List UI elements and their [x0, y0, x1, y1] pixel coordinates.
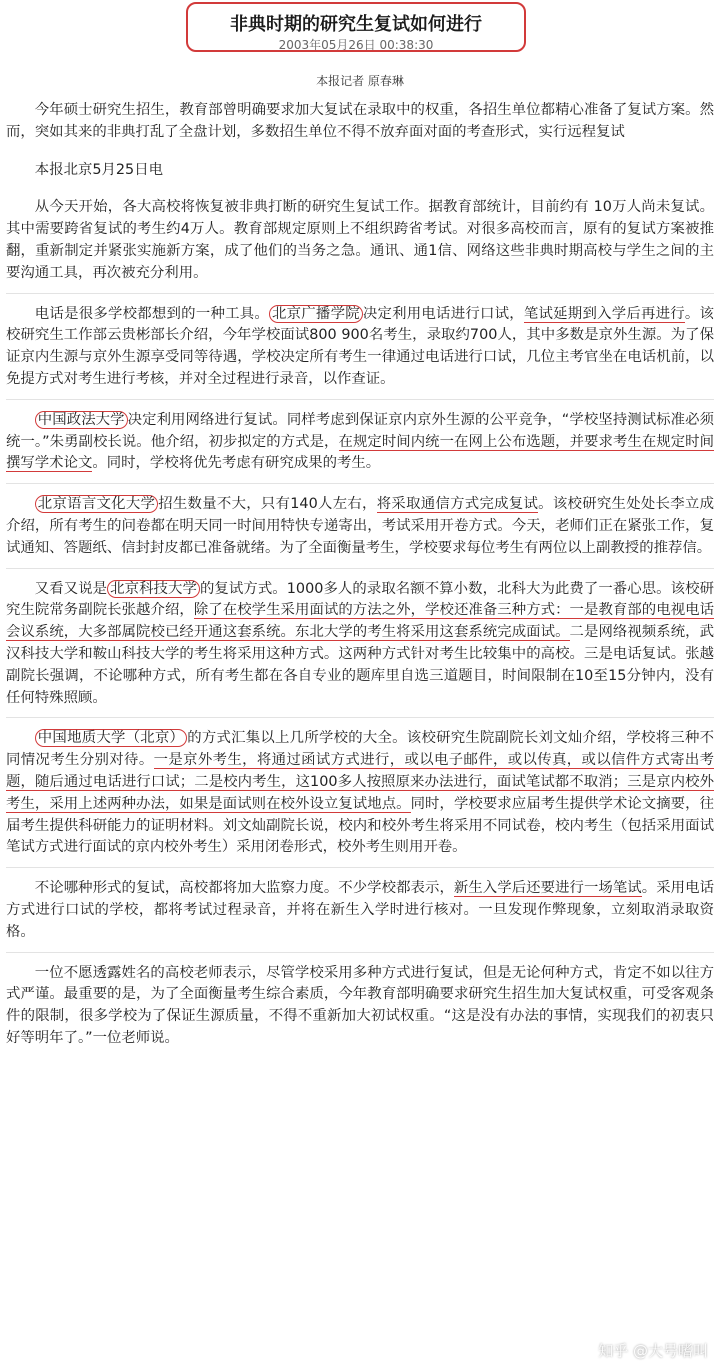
divider — [6, 483, 714, 484]
watermark: 知乎 @大号嗜叫 — [598, 1342, 708, 1360]
text: 又看又说是 — [34, 580, 108, 597]
school-circle: 北京广播学院 — [269, 305, 363, 323]
school-circle: 北京科技大学 — [107, 580, 200, 598]
school-circle: 北京语言文化大学 — [35, 495, 158, 513]
text: 决定利用电话进行口试， — [362, 305, 524, 322]
text: 决定利用网络进行复试。同样考虑到保证京内京外生源的公平竞争，“学校坚持测试标准必须统一。”朱勇副校长说。他介绍，初步拟定的方式是， — [6, 411, 714, 450]
underline-highlight: 笔试延期到入学后再进行 — [523, 305, 685, 322]
divider — [6, 717, 714, 718]
publish-date: 2003年05月26日 00:38:30 — [278, 38, 434, 52]
paragraph-mail — [6, 494, 714, 559]
text: 电话是很多学校都想到的一种工具。 — [34, 305, 270, 322]
underline-highlight: 在规定时间内统一在网上公布选题，并要求考生在规定时间撰写学术论文 — [6, 433, 714, 472]
title-highlight-box — [186, 2, 526, 52]
underline-highlight: 一是京外考生，将通过函试方式进行，或以电子邮件，或以传真，或以信件方式寄出考题，随后通过电话进行口试；二是校内考生，这100多人按照原来办法进行，面试笔试都不取消；三是京内校外考生，采用上述两种办法，如果是面试则在校外设立复试地点。 — [6, 752, 714, 812]
text: 。同时，学校将优先考虑有研究成果的考生。 — [92, 455, 381, 472]
paragraph-intro: 今年硕士研究生招生，教育部曾明确要求加大复试在录取中的权重，各招生单位都精心准备了复试方案。然而，突如其来的非典打乱了全盘计划，多数招生单位不得不放弃面对面的考查形式，实行远程复试 — [6, 102, 714, 140]
text: 。采用电话方式进行口试的学校，都将考试过程录音，并将在新生入学时进行核对。一旦发现作弊现象，立刻取消录取资格。 — [6, 880, 714, 940]
divider — [6, 568, 714, 569]
school-circle: 中国政法大学 — [35, 411, 128, 429]
paragraph-overview: 从今天开始，各大高校将恢复被非典打断的研究生复试工作。据教育部统计，目前约有 10万人尚未复试。其中需要跨省复试的考生约4万人。教育部规定原则上不组织跨省考试。对很多高校而言，原有的复试方案被推翻，重新制定并紧张实施新方案，成了他们的当务之急。通讯、通1信、网络这些非典时期高校与学生之间的主要沟通工具，再次被充分利用。 — [6, 199, 714, 281]
text: 的复试方式。1000多人的录取名额不算小数，北科大为此费了一番心思。该校研究生院常务副院长张越介绍， — [6, 580, 714, 619]
byline: 本报记者 原春琳 — [316, 74, 404, 88]
text: 。该校研究生处处长李立成介绍，所有考生的问卷都在明天同一时间用特快专递寄出，考试采用开卷方式。今天，老师们正在紧张工作，复试通知、答题纸、信封封皮都已准备就绪。为了全面衡量考生，学校要求每位考生有两位以上副教授的推荐信。 — [6, 496, 714, 556]
text: 二是网络视频系统，武汉科技大学和鞍山科技大学的考生将采用这种方式。这两种方式针对考生比较集中的高校。三是电话复试。张越副院长强调，不论哪种方式，所有考生都在各自专业的题库里自选三道题目，时间限制在10至15分钟内，没有任何特殊照顾。 — [6, 624, 714, 706]
paragraph-video — [6, 579, 714, 710]
paragraph-closing: 一位不愿透露姓名的高校老师表示，尽管学校采用多种方式进行复试，但是无论何种方式，肯定不如以往方式严谨。最重要的是，为了全面衡量考生综合素质，今年教育部明确要求研究生招生加大复试权重，可受客观条件的限制，很多学校为了保证生源质量，不得不重新加大初试权重。“这是没有办法的事情，实现我们的初衷只好等明年了。”一位老师说。 — [6, 964, 714, 1046]
paragraph-network — [6, 410, 714, 475]
article-title: 非典时期的研究生复试如何进行 — [230, 14, 482, 35]
paragraph-combined — [6, 728, 714, 859]
divider — [6, 952, 714, 953]
underline-highlight: 除了在校学生采用面试的方法之外，学校还准备三种方式：一是教育部的电视电话会议系统，大多部属院校已经开通这套系统。东北大学的考生将采用这套系统完成面试。 — [6, 602, 714, 641]
text: 同时，学校要求应届考生提供学术论文摘要，往届考生提供科研能力的证明材料。刘文灿副院长说，校内和校外考生将采用不同试卷，校内考生（包括采用面试笔试方式进行面试的京内校外考生）采用闭卷形式，校外考生则用开卷。 — [6, 795, 714, 856]
text: 的方式汇集以上几所学校的大全。该校研究生院副院长刘文灿介绍，学校将三种不同情况考生分别对待。 — [6, 730, 714, 769]
underline-highlight: 将采取通信方式完成复试 — [376, 496, 539, 513]
divider — [6, 867, 714, 868]
underline-highlight: 新生入学后还要进行一场笔试 — [453, 880, 642, 897]
divider — [6, 293, 714, 294]
text: 。该校研究生工作部云贵彬部长介绍，今年学校面试800 900名考生，录取约700人，其中多数是京外生源。为了保证京内生源与京外生源享受同等待遇，学校决定所有考生一律通过电话进行口试，几位主考官坐在电话机前，以免提方式对考生进行考核，并对全过程进行录音，以作查证。 — [6, 305, 714, 387]
article-body — [6, 100, 714, 1066]
divider — [6, 399, 714, 400]
paragraph-supervision — [6, 878, 714, 943]
text: 不论哪种形式的复试，高校都将加大监察力度。不少学校都表示， — [34, 880, 454, 897]
text: 招生数量不大，只有140人左右， — [158, 496, 377, 513]
school-circle: 中国地质大学（北京） — [35, 729, 187, 747]
paragraph-phone — [6, 304, 714, 391]
paragraph-dateline: 本报北京5月25日电 — [34, 161, 163, 178]
